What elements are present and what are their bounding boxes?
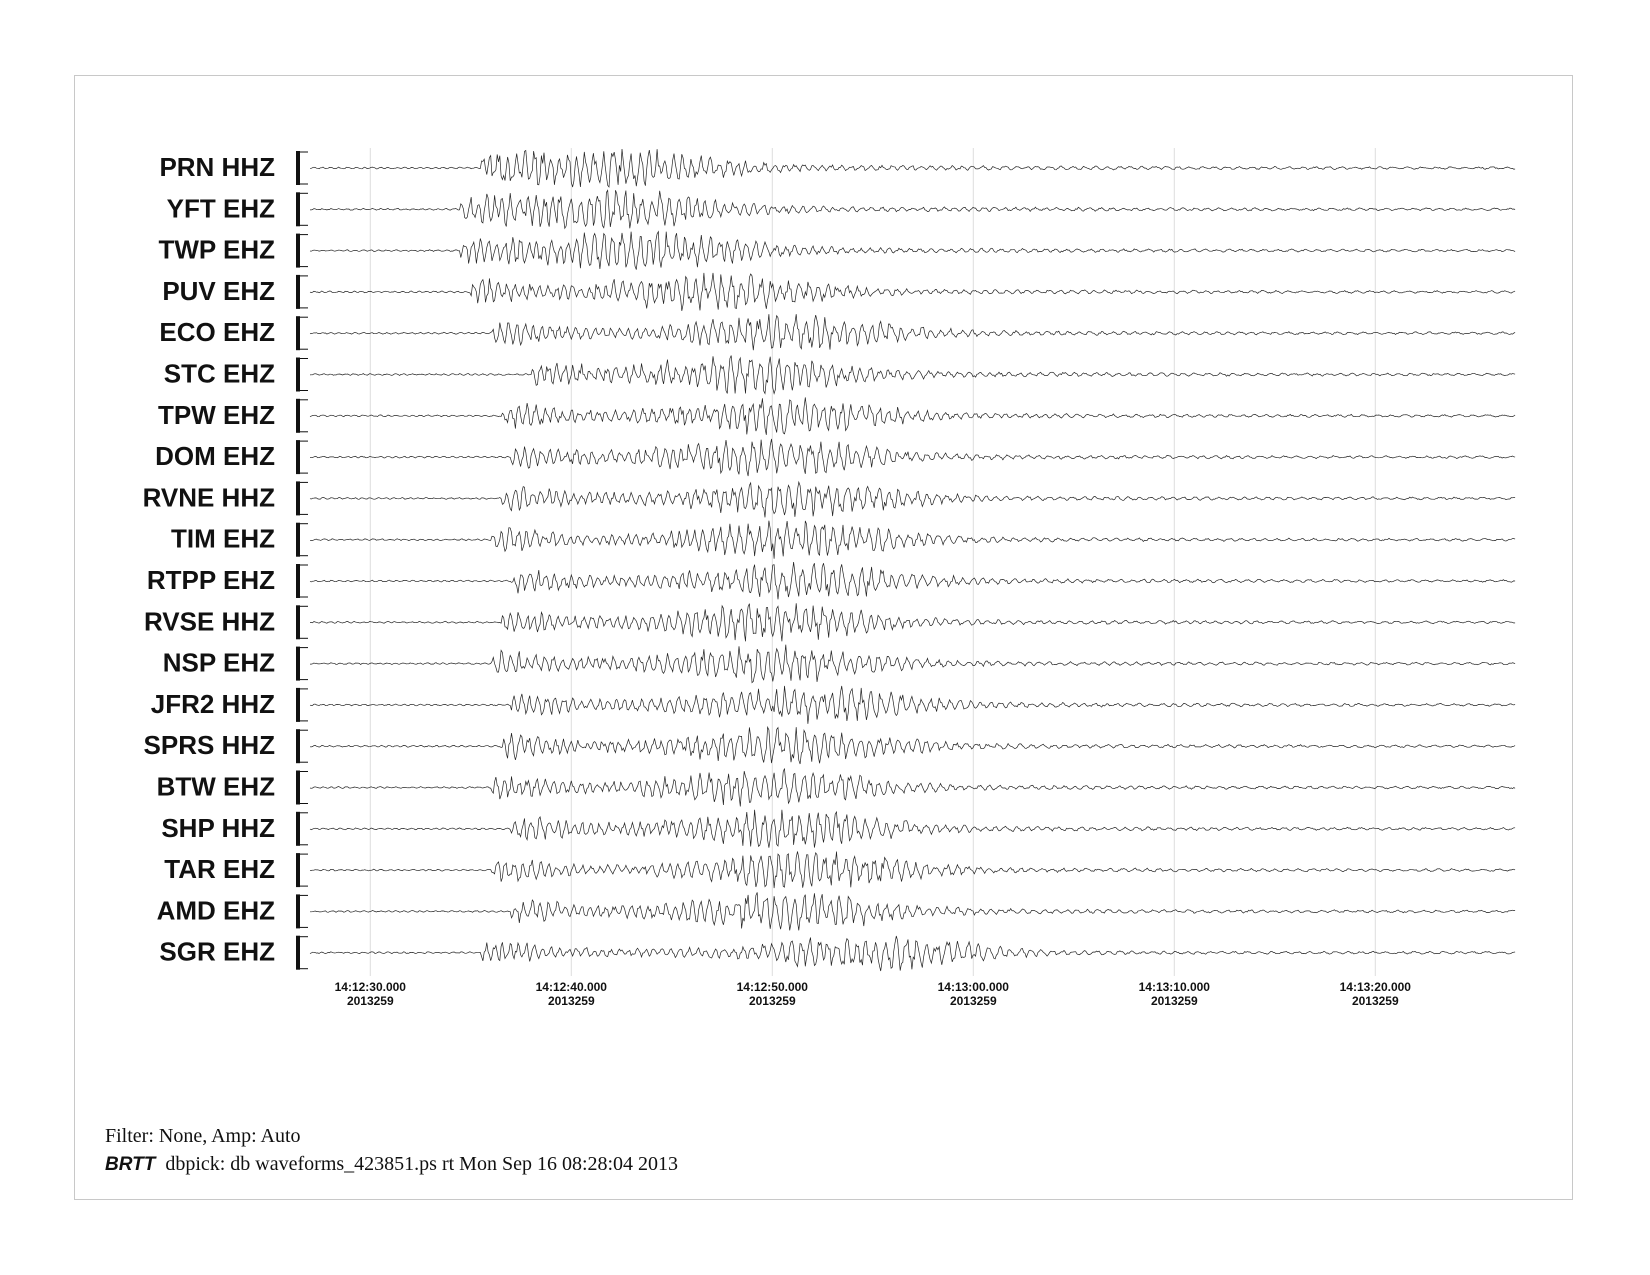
waveform-trace bbox=[310, 645, 1515, 683]
amplitude-scale-bar bbox=[296, 647, 300, 681]
waveform-trace bbox=[310, 892, 1515, 930]
amplitude-scale-bar bbox=[296, 192, 300, 226]
amplitude-scale-bar bbox=[296, 358, 300, 392]
channel-label: TIM EHZ bbox=[171, 523, 275, 554]
channel-label: TWP EHZ bbox=[158, 234, 275, 265]
channel-label: RTPP EHZ bbox=[146, 565, 275, 595]
waveform-trace bbox=[310, 482, 1515, 517]
channel-label: STC EHZ bbox=[163, 358, 275, 389]
date-tick-label: 2013259 bbox=[346, 994, 394, 1008]
amplitude-scale-bar bbox=[296, 523, 300, 557]
command-text: dbpick: db waveforms_423851.ps rt Mon Sep 16 08:28:04 2013 bbox=[165, 1153, 679, 1175]
date-tick-label: 2013259 bbox=[949, 994, 997, 1008]
channel-label: SPRS HHZ bbox=[143, 730, 275, 761]
amplitude-scale-bar bbox=[296, 812, 300, 846]
seismogram-plot bbox=[75, 76, 1572, 1199]
channel-label: BTW EHZ bbox=[156, 771, 275, 802]
time-tick-label: 14:12:30.000 bbox=[334, 980, 406, 994]
waveform-trace bbox=[310, 397, 1515, 434]
waveform-trace bbox=[310, 727, 1515, 764]
channel-label: AMD EHZ bbox=[156, 895, 275, 926]
channel-label: RVSE HHZ bbox=[144, 606, 275, 637]
channel-label: JFR2 HHZ bbox=[150, 688, 275, 719]
channel-label: SHP HHZ bbox=[161, 812, 275, 843]
amplitude-scale-bar bbox=[296, 853, 300, 887]
filter-info: Filter: None, Amp: Auto bbox=[105, 1125, 301, 1147]
channel-label: DOM EHZ bbox=[155, 441, 275, 472]
amplitude-scale-bar bbox=[296, 564, 300, 598]
amplitude-scale-bar bbox=[296, 936, 300, 970]
channel-label: SGR EHZ bbox=[159, 936, 275, 967]
waveform-trace bbox=[310, 851, 1515, 888]
waveform-trace bbox=[310, 810, 1515, 848]
waveform-trace bbox=[310, 439, 1515, 476]
waveform-trace bbox=[310, 273, 1515, 311]
channel-label: TAR EHZ bbox=[164, 854, 275, 885]
waveform-trace bbox=[310, 314, 1515, 350]
amplitude-scale-bar bbox=[296, 771, 300, 805]
brand-label: BRTT bbox=[105, 1154, 156, 1175]
amplitude-scale-bar bbox=[296, 688, 300, 722]
date-tick-label: 2013259 bbox=[1150, 994, 1198, 1008]
time-tick-label: 14:12:40.000 bbox=[535, 980, 607, 994]
date-tick-label: 2013259 bbox=[748, 994, 796, 1008]
amplitude-scale-bar bbox=[296, 316, 300, 350]
waveform-trace bbox=[310, 149, 1515, 187]
date-tick-label: 2013259 bbox=[1351, 994, 1399, 1008]
channel-label: PRN HHZ bbox=[159, 152, 275, 182]
time-tick-label: 14:13:00.000 bbox=[937, 980, 1009, 994]
channel-label: ECO EHZ bbox=[159, 317, 275, 348]
waveform-trace bbox=[310, 562, 1515, 599]
channel-label: YFT EHZ bbox=[166, 193, 275, 224]
command-info bbox=[105, 1150, 678, 1179]
plot-frame bbox=[74, 75, 1573, 1200]
amplitude-scale-bar bbox=[296, 440, 300, 474]
waveform-trace bbox=[310, 232, 1515, 270]
amplitude-scale-bar bbox=[296, 481, 300, 515]
amplitude-scale-bar bbox=[296, 275, 300, 309]
waveform-trace bbox=[310, 603, 1515, 641]
amplitude-scale-bar bbox=[296, 151, 300, 185]
channel-label: RVNE HHZ bbox=[142, 482, 275, 513]
amplitude-scale-bar bbox=[296, 894, 300, 928]
date-tick-label: 2013259 bbox=[547, 994, 595, 1008]
waveform-trace bbox=[310, 521, 1515, 559]
waveform-trace bbox=[310, 769, 1515, 807]
footer bbox=[105, 1122, 678, 1179]
time-tick-label: 14:12:50.000 bbox=[736, 980, 808, 994]
time-tick-label: 14:13:20.000 bbox=[1339, 980, 1411, 994]
waveform-trace bbox=[310, 190, 1515, 228]
waveform-trace bbox=[310, 936, 1515, 971]
waveform-trace bbox=[310, 686, 1515, 724]
channel-label: TPW EHZ bbox=[158, 399, 275, 430]
amplitude-scale-bar bbox=[296, 605, 300, 639]
amplitude-scale-bar bbox=[296, 234, 300, 268]
amplitude-scale-bar bbox=[296, 729, 300, 763]
channel-label: NSP EHZ bbox=[162, 647, 275, 678]
channel-label: PUV EHZ bbox=[162, 275, 275, 306]
time-tick-label: 14:13:10.000 bbox=[1138, 980, 1210, 994]
amplitude-scale-bar bbox=[296, 399, 300, 433]
waveform-trace bbox=[310, 356, 1515, 394]
